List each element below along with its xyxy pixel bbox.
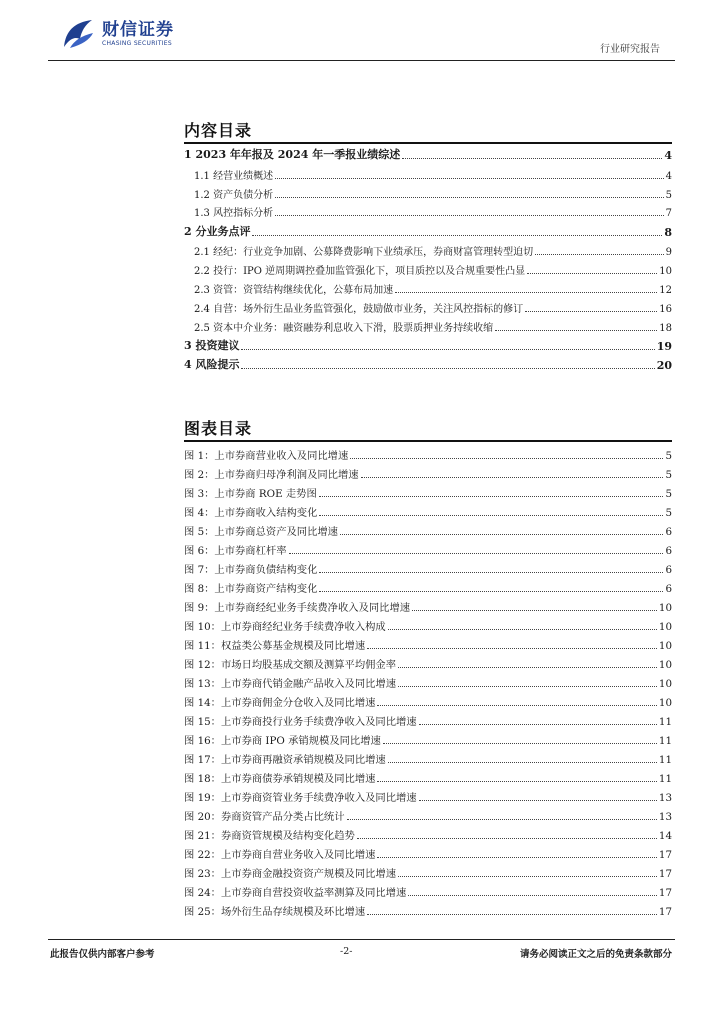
figure-entry-label: 图 7：上市券商负债结构变化: [184, 564, 318, 576]
document-type: 行业研究报告: [600, 44, 660, 55]
toc-entry[interactable]: [194, 280, 672, 296]
toc-entry-label: 2 分业务点评: [184, 225, 251, 238]
figure-entry-label: 图 15：上市券商投行业务手续费净收入及同比增速: [184, 716, 417, 728]
figure-entry-label: 图 9：上市券商经纪业务手续费净收入及同比增速: [184, 602, 411, 614]
toc-entry[interactable]: [184, 356, 672, 372]
figure-entry-label: 图 18：上市券商债券承销规模及同比增速: [184, 773, 376, 785]
toc-entry[interactable]: [184, 223, 672, 239]
figure-entry-page: 17: [658, 849, 672, 861]
figures-title-divider: [184, 440, 672, 442]
toc-entry-page: 4: [664, 149, 672, 162]
figure-entry[interactable]: [184, 750, 672, 766]
leader-dots: [367, 647, 657, 649]
figure-entry-page: 11: [658, 773, 672, 785]
figure-entry[interactable]: [184, 446, 672, 462]
leader-dots: [367, 913, 657, 915]
figure-entry[interactable]: [184, 598, 672, 614]
leader-dots: [408, 894, 657, 896]
leader-dots: [398, 666, 657, 668]
leader-dots: [398, 685, 657, 687]
toc-entry-page: 18: [659, 323, 672, 334]
toc-entry-page: 12: [659, 285, 672, 296]
toc-entry[interactable]: [194, 318, 672, 334]
figure-entry-label: 图 14：上市券商佣金分仓收入及同比增速: [184, 697, 376, 709]
figure-entry-label: 图 19：上市券商资管业务手续费净收入及同比增速: [184, 792, 417, 804]
leader-dots: [252, 234, 662, 236]
footer-notice: 请务必阅读正文之后的免责条款部分: [519, 949, 672, 960]
figure-entry-page: 10: [658, 640, 672, 652]
toc-entry-label: 2.3 资管：资管结构继续优化，公募布局加速: [194, 285, 394, 296]
figure-entry[interactable]: [184, 674, 672, 690]
toc-entry-page: 19: [656, 340, 672, 353]
leader-dots: [350, 457, 663, 459]
figure-entry-page: 5: [665, 450, 672, 462]
leader-dots: [319, 514, 663, 516]
leader-dots: [275, 177, 664, 179]
leader-dots: [412, 609, 657, 611]
figure-entry-label: 图 5：上市券商总资产及同比增速: [184, 526, 338, 538]
figure-entry-label: 图 10：上市券商经纪业务手续费净收入构成: [184, 621, 386, 633]
leader-dots: [377, 856, 656, 858]
leader-dots: [319, 571, 663, 573]
leader-dots: [275, 214, 664, 216]
figure-entry[interactable]: [184, 617, 672, 633]
figure-entry-label: 图 2：上市券商归母净利润及同比增速: [184, 469, 359, 481]
toc-entry[interactable]: [184, 146, 672, 162]
figure-entry[interactable]: [184, 788, 672, 804]
figure-entry-label: 图 8：上市券商资产结构变化: [184, 583, 318, 595]
leader-dots: [527, 272, 657, 274]
toc-title: 内容目录: [184, 121, 253, 140]
figure-entry-label: 图 1：上市券商营业收入及同比增速: [184, 450, 349, 462]
figure-entry[interactable]: [184, 712, 672, 728]
leader-dots: [377, 780, 656, 782]
figure-entry-label: 图 23：上市券商金融投资资产规模及同比增速: [184, 868, 397, 880]
figure-entry[interactable]: [184, 636, 672, 652]
leader-dots: [347, 818, 657, 820]
figure-entry-label: 图 21：券商资管规模及结构变化趋势: [184, 830, 355, 842]
leader-dots: [419, 799, 657, 801]
toc-entry-label: 2.5 资本中介业务：融资融券利息收入下滑，股票质押业务持续收缩: [194, 323, 494, 334]
leader-dots: [388, 628, 657, 630]
figure-entry-label: 图 6：上市券商杠杆率: [184, 545, 287, 557]
figure-entry[interactable]: [184, 541, 672, 557]
figure-entry-label: 图 4：上市券商收入结构变化: [184, 507, 318, 519]
figure-entry[interactable]: [184, 522, 672, 538]
toc-entry[interactable]: [194, 299, 672, 315]
figure-entry[interactable]: [184, 769, 672, 785]
toc-entry[interactable]: [194, 242, 672, 258]
toc-entry-label: 2.2 投行：IPO 逆周期调控叠加监管强化下，项目质控以及合规重要性凸显: [194, 266, 526, 277]
toc-entry-page: 20: [656, 359, 672, 372]
toc-entry[interactable]: [194, 203, 672, 219]
toc-entry-label: 4 风险提示: [184, 358, 240, 371]
figure-entry-page: 10: [658, 621, 672, 633]
leader-dots: [525, 310, 657, 312]
figure-entry-page: 10: [658, 602, 672, 614]
toc-entry-label: 3 投资建议: [184, 339, 240, 352]
toc-entry-label: 1 2023 年年报及 2024 年一季报业绩综述: [184, 148, 401, 161]
figure-entry-page: 10: [658, 659, 672, 671]
figure-entry-page: 6: [665, 545, 672, 557]
toc-entry-page: 4: [665, 171, 672, 182]
toc-entry-page: 10: [659, 266, 672, 277]
figure-entry-page: 14: [658, 830, 672, 842]
toc-entry[interactable]: [194, 261, 672, 277]
figure-entry-page: 10: [658, 697, 672, 709]
figure-entry-page: 13: [658, 792, 672, 804]
figure-entry[interactable]: [184, 693, 672, 709]
figure-entry-page: 17: [658, 906, 672, 918]
figure-entry-label: 图 22：上市券商自营业务收入及同比增速: [184, 849, 376, 861]
figure-entry-label: 图 11：权益类公募基金规模及同比增速: [184, 640, 366, 652]
toc-entry-label: 1.1 经营业绩概述: [194, 171, 274, 182]
leader-dots: [383, 742, 657, 744]
figure-entry[interactable]: [184, 807, 672, 823]
leader-dots: [357, 837, 657, 839]
leader-dots: [241, 367, 654, 369]
leader-dots: [319, 590, 663, 592]
figure-entry[interactable]: [184, 465, 672, 481]
logo-mark-icon: [62, 17, 96, 51]
figure-entry-page: 11: [658, 716, 672, 728]
figure-entry-label: 图 20：券商资管产品分类占比统计: [184, 811, 345, 823]
leader-dots: [361, 476, 664, 478]
leader-dots: [395, 291, 657, 293]
figures-title: 图表目录: [184, 419, 253, 438]
leader-dots: [402, 157, 662, 159]
figure-entry-page: 6: [665, 564, 672, 576]
page-number: -2-: [340, 946, 353, 957]
toc-entry-label: 2.1 经纪：行业竞争加剧、公募降费影响下业绩承压，券商财富管理转型迫切: [194, 247, 534, 258]
logo-cn-text: 财信证券: [102, 20, 174, 40]
toc-entry-label: 1.3 风控指标分析: [194, 208, 274, 219]
footer-divider: [48, 939, 675, 940]
toc-entry-page: 5: [665, 190, 672, 201]
toc-entry[interactable]: [184, 337, 672, 353]
footer-disclaimer: 此报告仅供内部客户参考: [50, 949, 155, 960]
figure-entry[interactable]: [184, 731, 672, 747]
toc-entry-page: 7: [665, 208, 672, 219]
toc-entry-label: 1.2 资产负债分析: [194, 190, 274, 201]
figure-entry-page: 5: [665, 469, 672, 481]
toc-entry[interactable]: [194, 166, 672, 182]
figure-entry[interactable]: [184, 883, 672, 899]
leader-dots: [398, 875, 657, 877]
toc-entry-page: 16: [659, 304, 672, 315]
figure-entry[interactable]: [184, 503, 672, 519]
figure-entry-page: 5: [665, 488, 672, 500]
figure-entry[interactable]: [184, 655, 672, 671]
leader-dots: [241, 348, 654, 350]
toc-entry-page: 9: [665, 247, 672, 258]
figure-entry-page: 11: [658, 735, 672, 747]
figure-entry-page: 17: [658, 887, 672, 899]
page-header: [0, 0, 724, 70]
figure-entry-page: 6: [665, 526, 672, 538]
figure-entry-label: 图 17：上市券商再融资承销规模及同比增速: [184, 754, 386, 766]
figure-entry-page: 11: [658, 754, 672, 766]
figure-entry-page: 10: [658, 678, 672, 690]
figure-entry[interactable]: [184, 902, 672, 918]
figure-entry-label: 图 16：上市券商 IPO 承销规模及同比增速: [184, 735, 381, 747]
figure-entry[interactable]: [184, 560, 672, 576]
leader-dots: [377, 704, 656, 706]
figure-entry-page: 5: [665, 507, 672, 519]
figure-entry-label: 图 3：上市券商 ROE 走势图: [184, 488, 317, 500]
figure-entry-page: 6: [665, 583, 672, 595]
header-divider: [48, 60, 675, 61]
leader-dots: [275, 196, 664, 198]
figure-entry[interactable]: [184, 579, 672, 595]
toc-entry[interactable]: [194, 185, 672, 201]
figure-entry-label: 图 24：上市券商自营投资收益率测算及同比增速: [184, 887, 407, 899]
figure-entry-label: 图 25：场外衍生品存续规模及环比增速: [184, 906, 366, 918]
toc-entry-label: 2.4 自营：场外衍生品业务监管强化，鼓励做市业务，关注风控指标的修订: [194, 304, 524, 315]
figure-entry-page: 13: [658, 811, 672, 823]
leader-dots: [340, 533, 663, 535]
leader-dots: [388, 761, 657, 763]
leader-dots: [419, 723, 657, 725]
toc-title-divider: [184, 142, 672, 144]
figure-entry[interactable]: [184, 826, 672, 842]
leader-dots: [495, 329, 657, 331]
leader-dots: [319, 495, 664, 497]
figure-entry-label: 图 12：市场日均股基成交额及测算平均佣金率: [184, 659, 397, 671]
leader-dots: [535, 253, 664, 255]
figure-entry-label: 图 13：上市券商代销金融产品收入及同比增速: [184, 678, 397, 690]
company-logo: [62, 14, 192, 54]
figure-entry[interactable]: [184, 484, 672, 500]
figure-entry[interactable]: [184, 864, 672, 880]
leader-dots: [289, 552, 664, 554]
figure-entry-page: 17: [658, 868, 672, 880]
figure-entry[interactable]: [184, 845, 672, 861]
toc-entry-page: 8: [664, 226, 672, 239]
logo-en-text: CHASING SECURITIES: [102, 40, 172, 47]
